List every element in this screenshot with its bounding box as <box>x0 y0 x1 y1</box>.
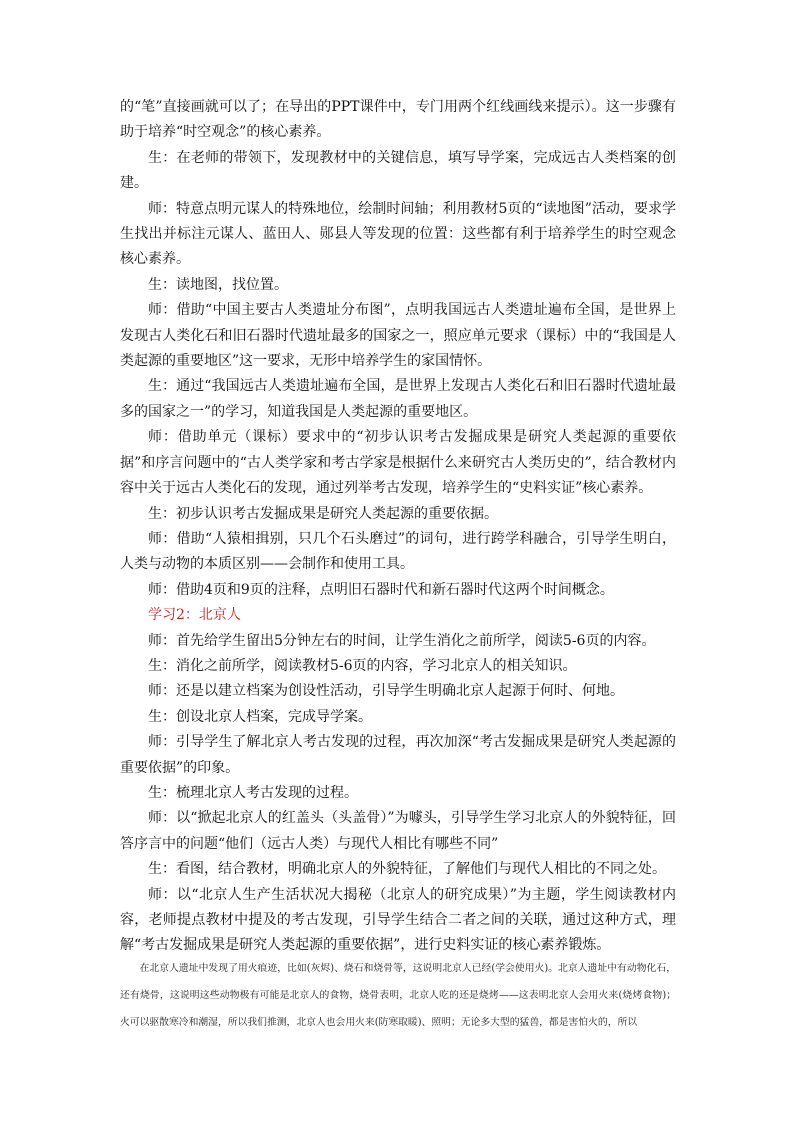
paragraph: 生：创设北京人档案，完成导学案。 <box>148 708 372 725</box>
paragraph: 师：以“北京人生产生活状况大揭秘（北京人的研究成果）”为主题，学生阅读教材内容，老师提点教材中提及的考古发现，引导学生结合二者之间的关联，通过这种方式，理解“考古发掘成果是研究人类起源的重要依据”，进行史料实证的核心素养锻炼。 <box>120 886 676 954</box>
paragraph: 生：梳理北京人考古发现的过程。 <box>148 784 358 801</box>
section-heading: 学习2：北京人 <box>148 607 241 624</box>
paragraph: 的“笔”直接画就可以了；在导出的PPT课件中，专门用两个红线画线来提示）。这一步骤有助于培养“时空观念”的核心素养。 <box>120 99 676 141</box>
paragraph: 师：借助“人猿相揖别，只几个石头磨过”的词句，进行跨学科融合，引导学生明白，人类与动物的本质区别——会制作和使用工具。 <box>120 530 676 573</box>
paragraph: 生：消化之前所学，阅读教材5-6页的内容，学习北京人的相关知识。 <box>148 657 577 674</box>
paragraph: 生：读地图，找位置。 <box>148 276 288 293</box>
paragraph: 生：看图，结合教材，明确北京人的外貌特征，了解他们与现代人相比的不同之处。 <box>148 861 666 878</box>
paragraph: 师：以“掀起北京人的红盖头（头盖骨）”为噱头，引导学生学习北京人的外貌特征，回答序言中的问题“他们（远古人类）与现代人相比有哪些不同” <box>120 810 676 852</box>
paragraph: 师：还是以建立档案为创设性活动，引导学生明确北京人起源于何时、何地。 <box>148 683 624 700</box>
paragraph: 师：借助“中国主要古人类遗址分布图”，点明我国远古人类遗址遍布全国，是世界上发现古人类化石和旧石器时代遗址最多的国家之一，照应单元要求（课标）中的“我国是人类起源的重要地区”这一要求，无形中培养学生的家国情怀。 <box>120 302 676 370</box>
footnote-paragraph: 在北京人遗址中发现了用火痕迹，比如(灰烬)、烧石和烧骨等，这说明北京人已经(学会使用火)。北京人遗址中有动物化石，还有烧骨，这说明这些动物极有可能是北京人的食物，烧骨表明，北京人吃的还是烧烤——这表明北京人会用火来(烧烤食物)；火可以驱散寒冷和潮湿，所以我们推测，北京人也会用火来(防寒取暖)、照明；无论多大型的猛兽，都是害怕火的，所以 <box>120 963 676 1028</box>
paragraph: 生：通过“我国远古人类遗址遍布全国，是世界上发现古人类化石和旧石器时代遗址最多的国家之一”的学习，知道我国是人类起源的重要地区。 <box>120 378 676 420</box>
paragraph: 师：首先给学生留出5分钟左右的时间，让学生消化之前所学，阅读5-6页的内容。 <box>148 632 656 649</box>
paragraph: 生：在老师的带领下，发现教材中的关键信息，填写导学案，完成远古人类档案的创建。 <box>120 149 676 192</box>
main-text <box>120 95 676 959</box>
paragraph: 师：借助4页和9页的注释，点明旧石器时代和新石器时代这两个时间概念。 <box>148 581 614 598</box>
footnote-text <box>120 955 676 1036</box>
paragraph: 师：特意点明元谋人的特殊地位，绘制时间轴；利用教材5页的“读地图”活动，要求学生找出并标注元谋人、蓝田人、郧县人等发现的位置：这些都有利于培养学生的时空观念核心素养。 <box>120 200 676 268</box>
paragraph: 师：借助单元（课标）要求中的“初步认识考古发掘成果是研究人类起源的重要依据”和序言问题中的“古人类学家和考古学家是根据什么来研究古人类历史的”，结合教材内容中关于远古人类化石的发现，通过列举考古发现，培养学生的“史料实证”核心素养。 <box>120 429 676 497</box>
paragraph: 生：初步认识考古发掘成果是研究人类起源的重要依据。 <box>148 505 498 522</box>
paragraph: 师：引导学生了解北京人考古发现的过程，再次加深“考古发掘成果是研究人类起源的重要依据”的印象。 <box>120 734 676 776</box>
